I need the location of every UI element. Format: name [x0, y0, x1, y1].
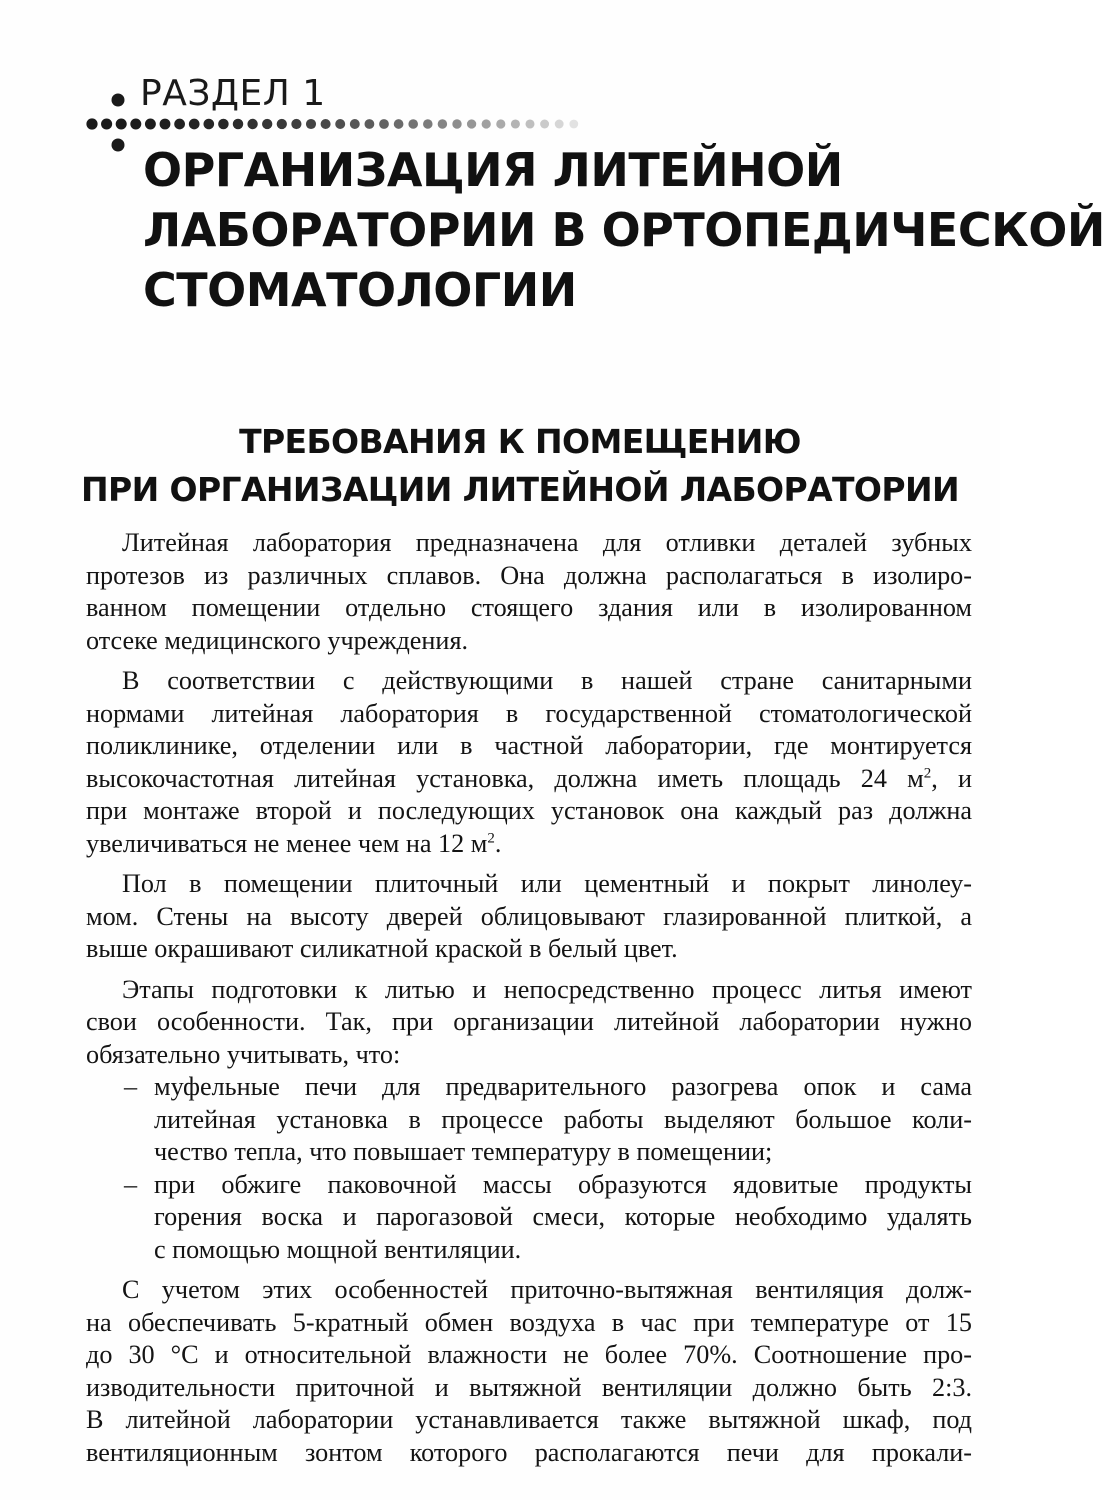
ornament-dot [247, 119, 257, 129]
text-line: на обеспечивать 5-кратный обмен воздуха в час при температуре от 15 [86, 1307, 972, 1337]
dash-marker: – [124, 1072, 138, 1101]
ornament-dot [189, 119, 200, 130]
ornament-dot [101, 118, 112, 129]
text-line: чество тепла, что повышает температуру в помещении; [154, 1137, 773, 1166]
text-line: муфельные печи для предварительного разогрева опок и сама [154, 1072, 972, 1101]
text-line: С учетом этих особенностей приточно-вытяжная вентиляция долж- [122, 1275, 972, 1304]
text-line: Литейная лаборатория предназначена для отливки деталей зубных [122, 528, 972, 557]
text-line: вентиляционным зонтом которого располагаются печи для прокали- [86, 1437, 972, 1467]
ornament-dot [496, 119, 505, 128]
subsection-title [40, 418, 1000, 514]
subsection-title-line: ТРЕБОВАНИЯ К ПОМЕЩЕНИЮ [239, 422, 801, 461]
text-line: до 30 °С и относительной влажности не более 70%. Соотношение про- [86, 1340, 972, 1369]
ornament-dot [233, 119, 243, 129]
ornament-dot [203, 119, 214, 130]
chapter-title-line: ОРГАНИЗАЦИЯ ЛИТЕЙНОЙ [143, 143, 843, 197]
paragraph-4 [86, 974, 972, 1072]
ornament-dot [306, 119, 316, 129]
chapter-title [143, 140, 1105, 320]
dash-marker: – [124, 1169, 138, 1199]
text-line: при монтаже второй и последующих установок она каждый раз должна [86, 796, 972, 825]
ornament-dot [130, 119, 141, 130]
text-line: горения воска и парогазовой смеси, которые необходимо удалять [154, 1202, 972, 1231]
text-fragment: , и [931, 763, 973, 793]
ornament-dot [350, 119, 360, 129]
text-line: при обжиге паковочной массы образуются ядовитые продукты [154, 1169, 972, 1199]
text-line: литейная установка в процессе работы выделяют большое коли- [154, 1104, 972, 1134]
bullet-list [86, 1071, 972, 1266]
ornament-dot [145, 119, 156, 130]
text-line: В литейной лаборатории устанавливается также вытяжной шкаф, под [86, 1405, 972, 1434]
ornament-dot [423, 119, 433, 129]
ornament-dot [160, 119, 171, 130]
paragraph-2 [86, 665, 972, 860]
text-line: нормами литейная лаборатория в государственной стоматологической [86, 698, 972, 728]
ornament-dot [218, 119, 229, 130]
ornament-dot [277, 119, 287, 129]
ornament-dot [291, 119, 301, 129]
subsection-title-line: ПРИ ОРГАНИЗАЦИИ ЛИТЕЙНОЙ ЛАБОРАТОРИИ [80, 470, 960, 509]
paragraph-1 [86, 527, 972, 657]
superscript: 2 [923, 764, 932, 781]
text-line: Пол в помещении плиточный или цементный и покрыт линолеу- [122, 869, 972, 898]
ornament-dot [364, 119, 374, 129]
text-line: протезов из различных сплавов. Она должна располагаться в изолиро- [86, 560, 972, 590]
paragraph-3 [86, 868, 972, 966]
text-line: В соответствии с действующими в нашей стране санитарными [122, 666, 972, 695]
ornament-dot [452, 119, 461, 128]
ornament-dot [394, 119, 404, 129]
text-line: изводительности приточной и вытяжной вентиляции должно быть 2:3. [86, 1372, 972, 1402]
text-fragment: высокочастотная литейная установка, должна иметь площадь 24 м [86, 763, 924, 793]
chapter-title-line: ЛАБОРАТОРИИ В ОРТОПЕДИЧЕСКОЙ [143, 203, 1105, 257]
text-line: ванном помещении отдельно стоящего здания или в изолированном [86, 593, 972, 622]
ornament-dot [321, 119, 331, 129]
text-line-with-superscript [86, 828, 972, 861]
text-line: обязательно учитывать, что: [86, 1039, 401, 1069]
section-label: РАЗДЕЛ 1 [140, 73, 326, 114]
body-text [86, 527, 972, 1477]
ornament-dot [86, 118, 97, 129]
superscript: 2 [487, 829, 495, 846]
text-line: Этапы подготовки к литью и непосредственно процесс литья имеют [122, 974, 972, 1004]
text-line-with-superscript [86, 763, 972, 796]
ornament-dot [540, 120, 549, 129]
paragraph-5 [86, 1274, 972, 1469]
ornament-dot [438, 119, 447, 128]
text-line: выше окрашивают силикатной краской в белый цвет. [86, 934, 678, 963]
text-line: поликлинике, отделении или в частной лаборатории, где монтируется [86, 731, 972, 760]
ornament-dot [555, 120, 564, 129]
ornament-dot [525, 119, 534, 128]
ornament-dot [335, 119, 345, 129]
ornament-dot [174, 119, 185, 130]
ornament-dot [569, 120, 578, 129]
text-line: мом. Стены на высоту дверей облицовывают глазированной плиткой, а [86, 901, 972, 931]
text-line: отсеке медицинского учреждения. [86, 625, 469, 655]
ornament-dot [262, 119, 272, 129]
ornament-dot [379, 119, 389, 129]
ornament-dot [482, 119, 491, 128]
chapter-title-line: СТОМАТОЛОГИИ [143, 263, 577, 317]
text-fragment: увеличиваться не менее чем на 12 м [86, 828, 488, 858]
ornament-dot [116, 118, 127, 129]
ornament-dot [467, 119, 476, 128]
ornament-dot [408, 119, 418, 129]
text-fragment: . [494, 828, 502, 858]
ornament-dot [511, 119, 520, 128]
text-line: с помощью мощной вентиляции. [154, 1234, 522, 1264]
list-item [86, 1169, 972, 1267]
list-item [86, 1071, 972, 1169]
text-line: свои особенности. Так, при организации литейной лаборатории нужно [86, 1007, 972, 1036]
